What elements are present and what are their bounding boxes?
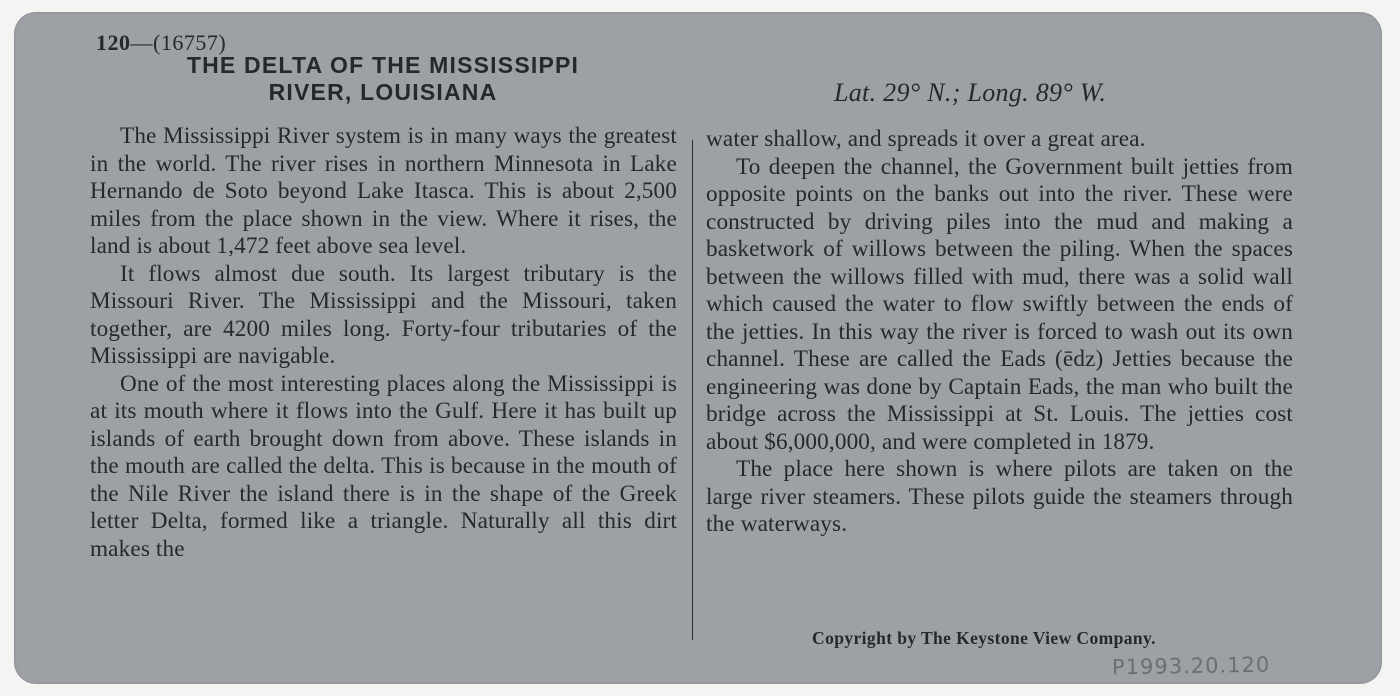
text-column-left xyxy=(90,123,677,563)
text-column-right xyxy=(706,126,1293,539)
paragraph: It flows almost due south. Its largest tributary is the Missouri River. The Mississippi and the Missouri, taken together, are 4200 miles long. Forty-four tributaries of the Mississippi are navigable. xyxy=(90,260,677,369)
column-divider xyxy=(692,140,693,640)
card-title-line1: THE DELTA OF THE MISSISSIPPI xyxy=(186,52,580,78)
paragraph: One of the most interesting places along the Mississippi is at its mouth where it flows into the Gulf. Here it has built up islands of earth brought down from above. These islands in the mouth are called the delta. This is because in the mouth of the Nile River the island there is in the shape of the Greek letter Delta, formed like a triangle. Naturally all this dirt makes the xyxy=(90,370,677,562)
paragraph: The Mississippi River system is in many ways the greatest in the world. The river rises in northern Minnesota in Lake Hernando de Soto beyond Lake Itasca. This is about 2,500 miles from the place shown in the view. Where it rises, the land is about 1,472 feet above sea level. xyxy=(90,123,677,259)
catalog-number-main: 120 xyxy=(96,30,131,55)
stereograph-card-back xyxy=(14,12,1382,684)
copyright-line: Copyright by The Keystone View Company. xyxy=(812,628,1156,648)
card-title-line2: RIVER, LOUISIANA xyxy=(268,79,498,105)
card-title xyxy=(102,52,664,106)
catalog-number-code: —(16757) xyxy=(130,30,227,55)
coordinates: Lat. 29° N.; Long. 89° W. xyxy=(834,78,1107,107)
paragraph: To deepen the channel, the Government built jetties from opposite points on the banks out into the river. These were constructed by driving piles into the mud and making a basketwork of willows between the piling. When the spaces between the willows filled with mud, there was a solid wall which caused the water to flow swiftly between the ends of the jetties. In this way the river is forced to wash out its own channel. These are called the Eads (ēdz) Jetties because the engineering was done by Captain Eads, the man who built the bridge across the Mississippi at St. Louis. The jetties cost about $6,000,000, and were completed in 1879. xyxy=(706,153,1293,455)
paragraph-continuation: water shallow, and spreads it over a great area. xyxy=(706,126,1146,152)
paragraph: The place here shown is where pilots are taken on the large river steamers. These pilots guide the steamers through the waterways. xyxy=(706,456,1293,537)
accession-number: P1993.20.120 xyxy=(1111,652,1271,680)
